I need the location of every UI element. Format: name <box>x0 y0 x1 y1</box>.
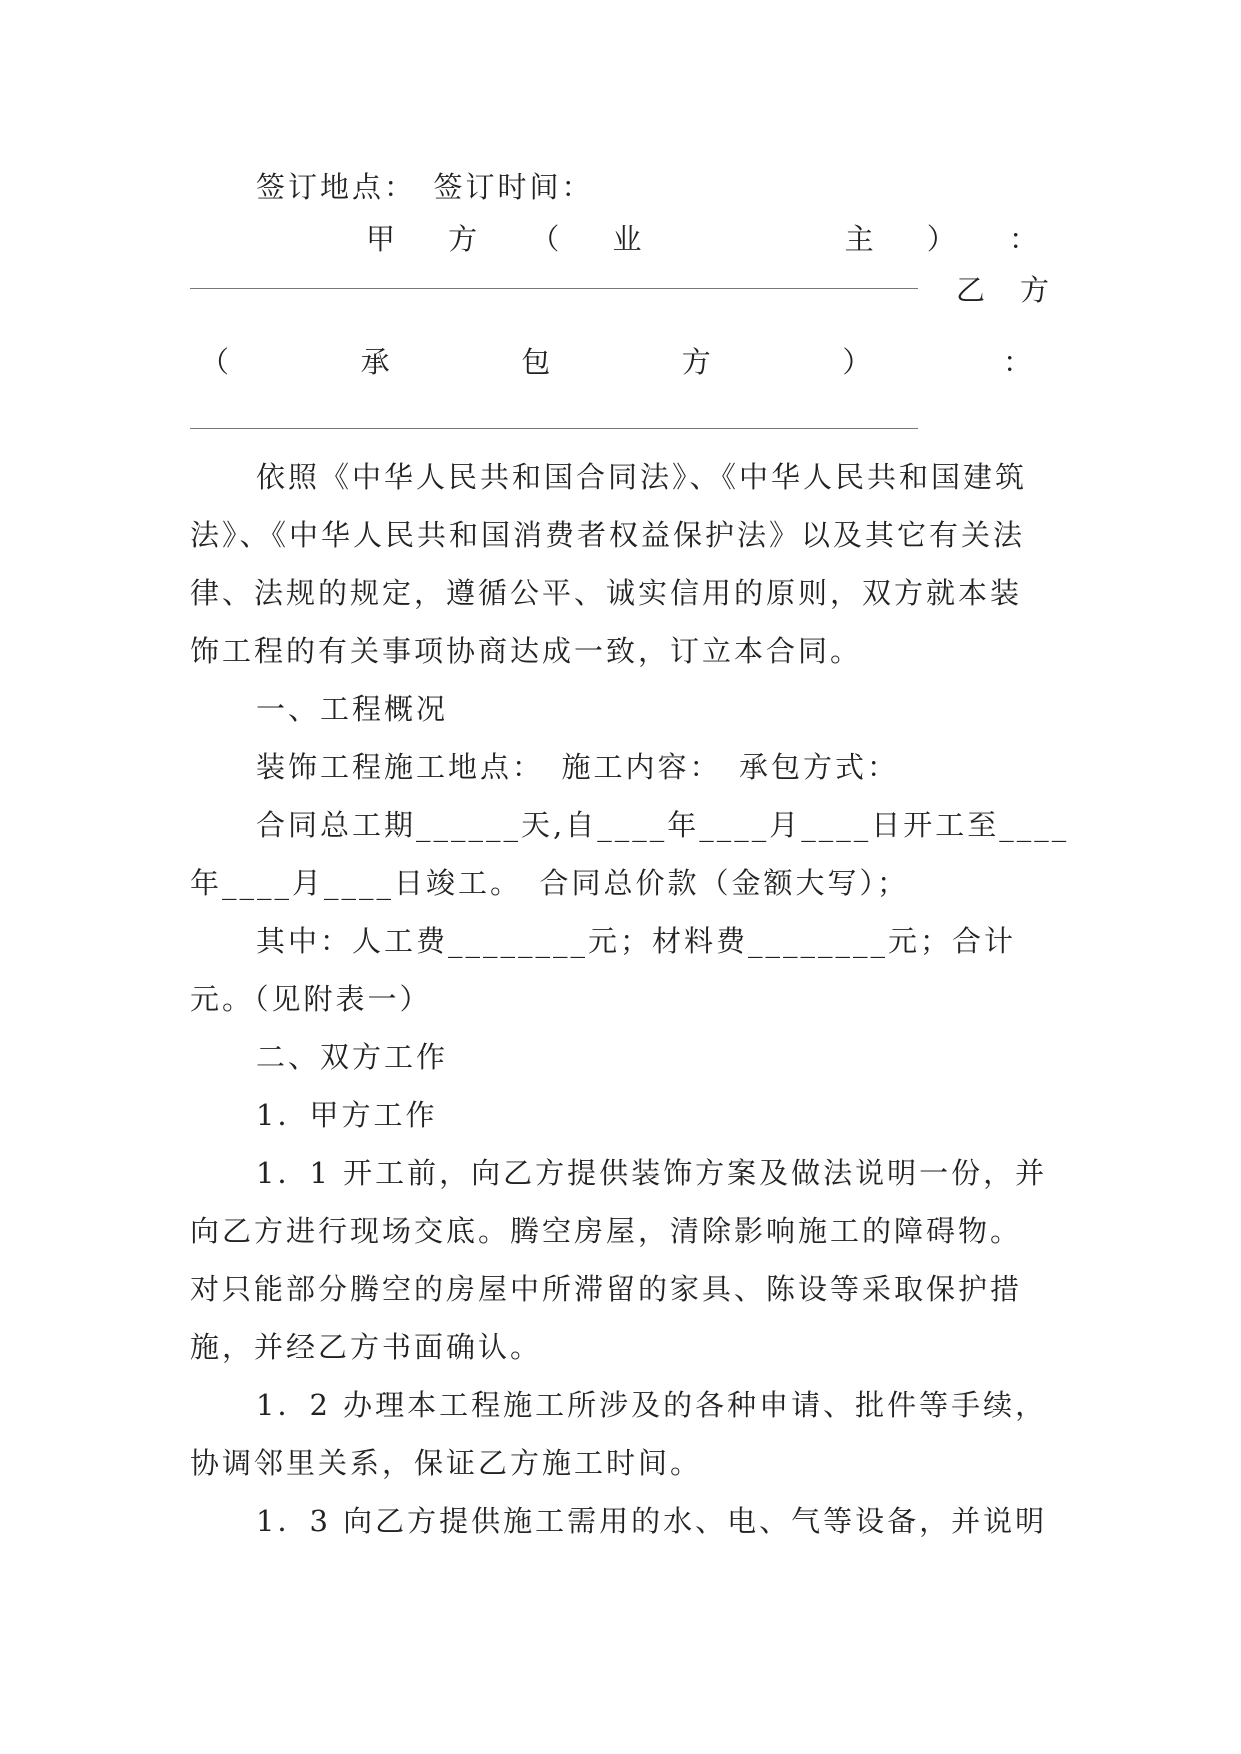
cost-line-1: 其中：人工费________元；材料费________元；合计 <box>256 924 1017 958</box>
section-2-title: 二、双方工作 <box>256 1040 449 1074</box>
intro-line-4: 饰工程的有关事项协商达成一致，订立本合同。 <box>190 634 863 668</box>
intro-line-3: 律、法规的规定，遵循公平、诚实信用的原则，双方就本装 <box>190 576 1023 610</box>
party-b-role: （ 承 包 方 ） ： <box>200 345 1032 379</box>
item-1-2-line-2: 协调邻里关系，保证乙方施工时间。 <box>190 1446 703 1480</box>
period-line-1: 合同总工期______天,自____年____月____日开工至____ <box>256 808 1070 842</box>
party-a-label: 甲 方 （ 业 主 ） ： <box>366 222 1038 256</box>
item-1-1-line-3: 对只能部分腾空的房屋中所滞留的家具、陈设等采取保护措 <box>190 1272 1023 1306</box>
party-b-signature-line <box>190 428 918 429</box>
item-1-2-line-1: 1．2 办理本工程施工所涉及的各种申请、批件等手续， <box>256 1388 1048 1422</box>
period-line-2: 年____月____日竣工。 合同总价款（金额大写）； <box>190 866 910 900</box>
cost-line-2: 元。（见附表一） <box>190 982 432 1016</box>
sign-place-time: 签订地点： 签订时间： <box>256 170 594 204</box>
item-1-1-line-2: 向乙方进行现场交底。腾空房屋，清除影响施工的障碍物。 <box>190 1214 1023 1248</box>
intro-line-1: 依照《中华人民共和国合同法》、《中华人民共和国建筑 <box>256 460 1028 494</box>
item-1-1-line-4: 施，并经乙方书面确认。 <box>190 1330 543 1364</box>
party-a-work-title: 1．甲方工作 <box>256 1098 438 1132</box>
party-b-label: 乙 方 <box>956 273 1053 307</box>
party-a-signature-line <box>190 288 918 289</box>
intro-line-2: 法》、《中华人民共和国消费者权益保护法》以及其它有关法 <box>190 518 1026 552</box>
item-1-1-line-1: 1．1 开工前，向乙方提供装饰方案及做法说明一份，并 <box>256 1156 1048 1190</box>
project-location-line: 装饰工程施工地点： 施工内容： 承包方式： <box>256 750 900 784</box>
item-1-3-line-1: 1．3 向乙方提供施工需用的水、电、气等设备，并说明 <box>256 1504 1048 1538</box>
section-1-title: 一、工程概况 <box>256 692 449 726</box>
